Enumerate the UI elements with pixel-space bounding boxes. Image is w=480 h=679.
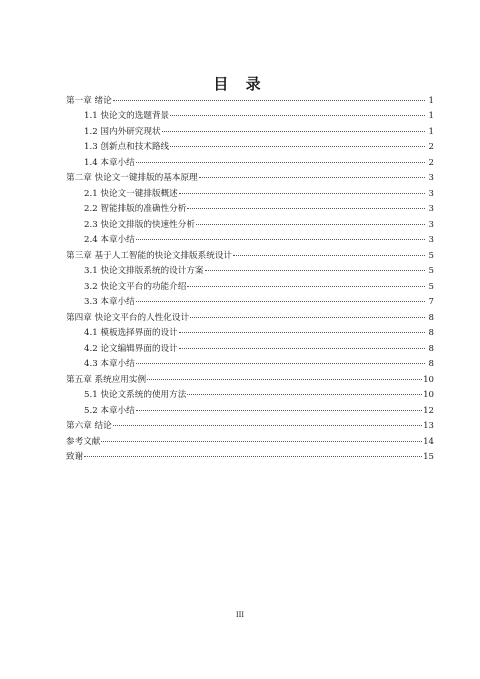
toc-entry-label: 4.3 本章小结 [84,359,135,369]
toc-section-entry[interactable] [66,388,434,404]
toc-dot-leader [205,270,425,271]
toc-dot-leader [136,239,425,240]
toc-entry-label: 5.2 本章小结 [84,405,135,416]
toc-dot-leader [147,379,422,380]
toc-chapter-entry[interactable] [66,419,434,435]
toc-entry-page: 5 [428,266,434,276]
toc-dot-leader [199,177,425,178]
toc-dot-leader [190,317,425,318]
toc-entry-page: 3 [428,204,434,214]
toc-entry-page: 2 [428,142,434,152]
toc-entry-label: 2.1 快论文一键排版概述 [84,188,178,199]
toc-section-entry[interactable] [66,404,434,420]
toc-entry-page: 12 [423,405,434,416]
toc-section-entry[interactable] [66,342,434,358]
toc-dot-leader [187,394,422,395]
toc-entry-label: 1.3 创新点和技术路线 [84,142,170,152]
toc-entry-page: 8 [428,359,434,369]
toc-entry-label: 3.1 快论文排版系统的设计方案 [84,266,204,276]
toc-section-entry[interactable] [66,218,434,234]
toc-section-entry[interactable] [66,264,434,280]
page-number: III [235,611,245,619]
toc-entry-page: 7 [428,297,434,307]
toc-entry-page: 14 [423,436,434,447]
toc-entry-page: 13 [423,421,434,431]
toc-entry-label: 2.2 智能排版的准确性分析 [84,204,187,214]
toc-dot-leader [162,131,425,132]
toc-entry-label: 第六章 结论 [66,421,112,431]
toc-entry-page: 2 [428,157,434,168]
toc-entry-page: 3 [428,188,434,199]
toc-entry-page: 5 [428,281,434,292]
toc-entry-label: 第四章 快论文平台的人性化设计 [66,312,190,323]
toc-dot-leader [187,208,425,209]
toc-dot-leader [136,410,422,411]
toc-section-entry[interactable] [66,202,434,218]
toc-entry-label: 2.3 快论文排版的快速性分析 [84,219,195,230]
table-of-contents [66,94,434,466]
toc-entry-label: 1.4 本章小结 [84,157,135,168]
toc-dot-leader [179,193,425,194]
toc-section-entry[interactable] [66,280,434,296]
toc-section-entry[interactable] [66,140,434,156]
toc-section-entry[interactable] [66,233,434,249]
toc-dot-leader [101,441,422,442]
toc-dot-leader [179,348,425,349]
toc-entry-page: 3 [428,219,434,230]
toc-dot-leader [84,456,422,457]
toc-section-entry[interactable] [66,357,434,373]
toc-dot-leader [136,301,425,302]
toc-entry-page: 5 [428,250,434,261]
toc-chapter-entry[interactable] [66,249,434,265]
toc-entry-label: 第五章 系统应用实例 [66,374,147,385]
toc-entry-label: 5.1 快论文系统的使用方法 [84,390,187,400]
toc-title: 目 录 [213,75,267,93]
toc-entry-page: 1 [428,111,434,121]
toc-dot-leader [179,332,425,333]
toc-entry-page: 1 [428,96,434,106]
toc-section-entry[interactable] [66,109,434,125]
toc-chapter-entry[interactable] [66,311,434,327]
toc-entry-label: 2.4 本章小结 [84,235,135,245]
toc-section-entry[interactable] [66,187,434,203]
toc-dot-leader [170,115,425,116]
toc-chapter-entry[interactable] [66,94,434,109]
toc-entry-label: 参考文献 [66,436,101,447]
toc-entry-page: 10 [423,390,434,400]
toc-dot-leader [136,363,425,364]
toc-entry-label: 1.2 国内外研究现状 [84,126,161,137]
toc-dot-leader [187,286,425,287]
toc-entry-label: 1.1 快论文的选题背景 [84,111,170,121]
toc-section-entry[interactable] [66,156,434,172]
toc-section-entry[interactable] [66,295,434,311]
toc-dot-leader [170,146,425,147]
toc-entry-page: 8 [428,328,434,338]
toc-dot-leader [113,425,422,426]
toc-dot-leader [233,255,425,256]
toc-entry-label: 4.2 论文编辑界面的设计 [84,343,178,354]
toc-entry-page: 15 [423,452,434,462]
toc-section-entry[interactable] [66,326,434,342]
toc-entry-label: 3.2 快论文平台的功能介绍 [84,281,187,292]
toc-chapter-entry[interactable] [66,171,434,187]
toc-entry-label: 致谢 [66,452,84,462]
toc-chapter-entry[interactable] [66,435,434,451]
toc-chapter-entry[interactable] [66,450,434,466]
toc-section-entry[interactable] [66,125,434,141]
toc-entry-label: 3.3 本章小结 [84,297,135,307]
toc-entry-page: 8 [428,312,434,323]
toc-chapter-entry[interactable] [66,373,434,389]
toc-entry-label: 第三章 基于人工智能的快论文排版系统设计 [66,250,233,261]
toc-dot-leader [196,224,425,225]
toc-entry-label: 4.1 模板选择界面的设计 [84,328,178,338]
toc-entry-label: 第一章 绪论 [66,96,112,106]
toc-entry-page: 3 [428,235,434,245]
toc-entry-page: 8 [428,343,434,354]
toc-entry-page: 10 [423,374,434,385]
toc-entry-page: 1 [428,126,434,137]
toc-entry-label: 第二章 快论文一键排版的基本原理 [66,173,198,183]
toc-entry-page: 3 [428,173,434,183]
toc-dot-leader [113,100,425,101]
toc-dot-leader [136,162,425,163]
